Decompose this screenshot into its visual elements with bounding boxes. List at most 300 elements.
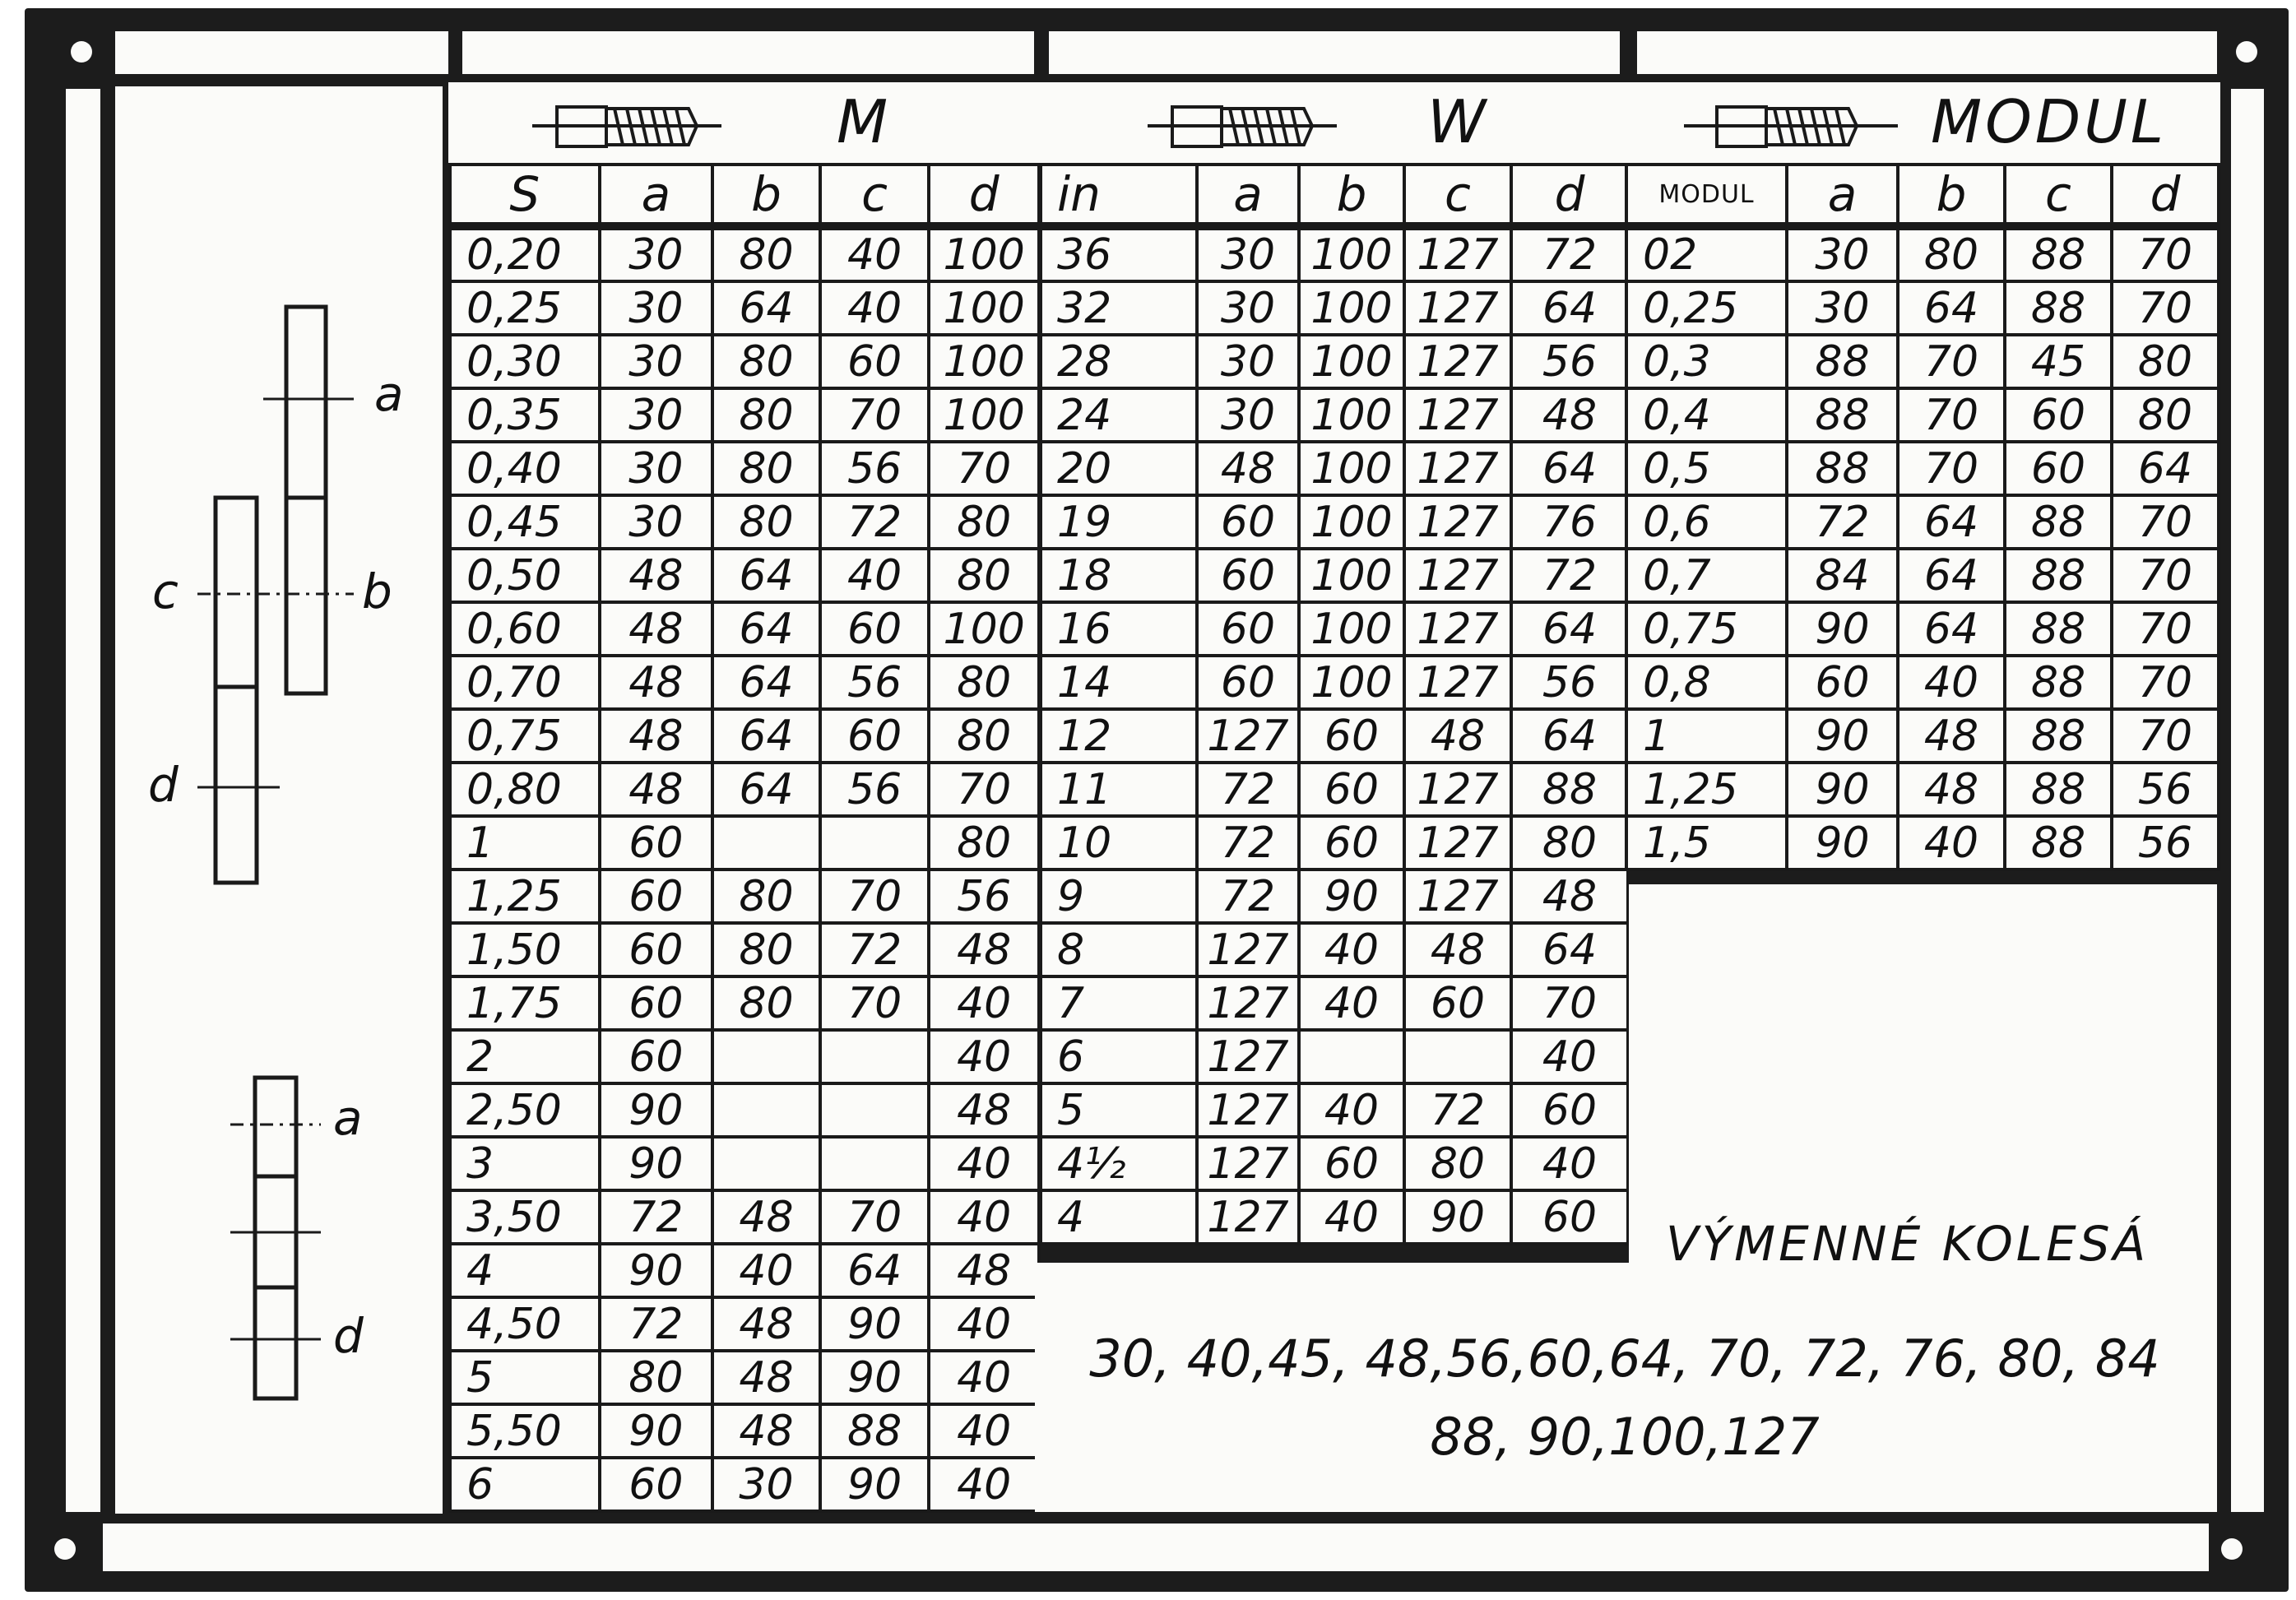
row-key-cell: 10 [1041, 816, 1197, 870]
header-d: d [2112, 165, 2219, 226]
row-key-cell: 0,8 [1626, 656, 1787, 709]
gear-cell: 40 [1299, 923, 1404, 976]
row-key-cell: 3 [450, 1137, 600, 1190]
header-d: d [1511, 165, 1628, 226]
table-row [1041, 763, 1628, 816]
gear-cell: 48 [600, 602, 713, 656]
gear-cell [820, 1083, 930, 1137]
gear-cell: 72 [1197, 816, 1299, 870]
gear-cell: 100 [1299, 549, 1404, 602]
table-row [1041, 656, 1628, 709]
gear-cell: 70 [2112, 656, 2219, 709]
row-key-cell: 19 [1041, 495, 1197, 549]
gear-cell: 60 [820, 602, 930, 656]
gear-cell [1404, 1030, 1511, 1083]
gear-cell: 72 [600, 1297, 713, 1351]
gear-cell: 100 [1299, 495, 1404, 549]
gear-cell: 30 [600, 442, 713, 495]
bottom-strip [103, 1523, 2209, 1571]
gear-cell: 40 [1898, 656, 2005, 709]
gear-cell: 30 [600, 226, 713, 281]
diagram-label-c: c [152, 563, 179, 619]
gear-cell: 64 [712, 602, 820, 656]
gear-cell: 72 [1197, 870, 1299, 923]
gear-cell: 80 [1898, 226, 2005, 281]
table-row [1041, 1030, 1628, 1083]
gear-cell: 80 [1511, 816, 1628, 870]
gear-cell: 40 [929, 1458, 1039, 1511]
table-row [450, 870, 1039, 923]
gear-cell: 30 [600, 388, 713, 442]
metric-table-title-cell [450, 82, 1039, 165]
gear-cell: 100 [1299, 281, 1404, 335]
gear-cell: 60 [1404, 976, 1511, 1030]
gear-cell: 70 [2112, 602, 2219, 656]
gear-cell: 72 [600, 1190, 713, 1244]
header-a: a [600, 165, 713, 226]
table-row [450, 1083, 1039, 1137]
screw-thread-icon [532, 97, 721, 155]
table-row [1041, 1083, 1628, 1137]
row-key-cell: 0,25 [1626, 281, 1787, 335]
gear-cell: 90 [1787, 763, 1898, 816]
table-row [1041, 549, 1628, 602]
gear-cell: 48 [712, 1404, 820, 1458]
change-gears-list-line1: 30, 40,45, 48,56,60,64, 70, 72, 76, 80, 84 [1089, 1329, 2160, 1389]
gear-cell: 90 [1299, 870, 1404, 923]
gear-cell: 127 [1404, 656, 1511, 709]
gear-cell: 40 [1511, 1137, 1628, 1190]
table-row [1626, 388, 2219, 442]
gear-cell: 127 [1197, 1083, 1299, 1137]
gear-cell: 72 [1787, 495, 1898, 549]
gear-cell: 64 [712, 656, 820, 709]
gear-cell: 80 [929, 495, 1039, 549]
row-key-cell: 9 [1041, 870, 1197, 923]
row-key-cell: 1 [450, 816, 600, 870]
gear-cell: 30 [600, 495, 713, 549]
gear-cell [712, 1083, 820, 1137]
gear-cell: 48 [1898, 709, 2005, 763]
gear-cell: 88 [2005, 281, 2112, 335]
gear-cell: 90 [1787, 816, 1898, 870]
row-key-cell: 16 [1041, 602, 1197, 656]
gear-cell: 60 [1511, 1190, 1628, 1244]
gear-cell: 48 [1404, 709, 1511, 763]
gear-cell: 56 [2112, 763, 2219, 816]
diagram-lower-label-a: a [333, 1090, 363, 1146]
gear-cell: 70 [1898, 335, 2005, 388]
gear-cell: 64 [1511, 602, 1628, 656]
row-key-cell: 0,40 [450, 442, 600, 495]
gear-cell: 70 [1511, 976, 1628, 1030]
gear-cell: 56 [820, 763, 930, 816]
gear-cell: 48 [929, 923, 1039, 976]
gear-cell: 70 [1898, 442, 2005, 495]
table-row [1041, 388, 1628, 442]
row-key-cell: 28 [1041, 335, 1197, 388]
gear-cell: 60 [2005, 388, 2112, 442]
whitworth-table-title-cell [1041, 82, 1628, 165]
row-key-cell: 36 [1041, 226, 1197, 281]
gear-cell: 127 [1197, 1137, 1299, 1190]
table-row [450, 1458, 1039, 1511]
gear-cell: 60 [1511, 1083, 1628, 1137]
header-modul: MODUL [1626, 165, 1787, 226]
row-key-cell: 5 [1041, 1083, 1197, 1137]
gear-cell: 90 [1404, 1190, 1511, 1244]
row-key-cell: 0,35 [450, 388, 600, 442]
row-key-cell: 11 [1041, 763, 1197, 816]
gear-cell: 88 [2005, 656, 2112, 709]
table-row [1626, 495, 2219, 549]
gear-cell: 100 [929, 602, 1039, 656]
gear-cell: 64 [1511, 442, 1628, 495]
diagram-label-d: d [148, 757, 179, 813]
table-row [1041, 816, 1628, 870]
gear-cell: 100 [1299, 335, 1404, 388]
gear-cell: 60 [1299, 1137, 1404, 1190]
module-table-title: MODUL [1931, 87, 2168, 156]
row-key-cell: 8 [1041, 923, 1197, 976]
gear-cell: 48 [600, 763, 713, 816]
row-key-cell: 0,25 [450, 281, 600, 335]
gear-cell: 48 [600, 656, 713, 709]
gear-cell: 48 [1511, 870, 1628, 923]
row-key-cell: 1,25 [1626, 763, 1787, 816]
row-key-cell: 0,70 [450, 656, 600, 709]
row-key-cell: 02 [1626, 226, 1787, 281]
gear-cell: 100 [1299, 442, 1404, 495]
header-c: c [1404, 165, 1511, 226]
gear-cell: 48 [1197, 442, 1299, 495]
gear-cell: 90 [820, 1458, 930, 1511]
gear-cell: 60 [1787, 656, 1898, 709]
row-key-cell: 0,45 [450, 495, 600, 549]
header-c: c [820, 165, 930, 226]
mount-hole-bottom-left [54, 1538, 76, 1560]
row-key-cell: 2,50 [450, 1083, 600, 1137]
gear-cell: 40 [929, 1351, 1039, 1404]
gear-cell: 60 [1197, 602, 1299, 656]
table-row [450, 1297, 1039, 1351]
gear-cell: 45 [2005, 335, 2112, 388]
row-key-cell: 12 [1041, 709, 1197, 763]
gear-cell: 70 [820, 1190, 930, 1244]
gear-cell: 127 [1404, 763, 1511, 816]
gear-cell: 80 [712, 495, 820, 549]
table-row [450, 976, 1039, 1030]
table-row [450, 1030, 1039, 1083]
table-row [450, 816, 1039, 870]
gear-cell: 48 [600, 549, 713, 602]
table-row [1626, 442, 2219, 495]
gear-cell: 90 [600, 1083, 713, 1137]
gear-cell: 127 [1404, 495, 1511, 549]
table-row [450, 281, 1039, 335]
gear-cell: 70 [1898, 388, 2005, 442]
module-thread-table [1625, 82, 2220, 871]
gear-cell: 127 [1197, 1030, 1299, 1083]
gear-cell: 80 [712, 870, 820, 923]
gear-cell: 30 [1197, 388, 1299, 442]
diagram-lower-label-d: d [333, 1308, 364, 1364]
row-key-cell: 1 [1626, 709, 1787, 763]
table-row [450, 1190, 1039, 1244]
gear-cell: 80 [712, 335, 820, 388]
gear-train-diagram-lower [115, 1053, 444, 1415]
gear-cell: 70 [929, 442, 1039, 495]
gear-cell: 60 [600, 923, 713, 976]
row-key-cell: 24 [1041, 388, 1197, 442]
gear-cell: 60 [1299, 709, 1404, 763]
gear-cell: 64 [712, 549, 820, 602]
row-key-cell: 0,75 [450, 709, 600, 763]
table-row [1626, 763, 2219, 816]
gear-cell: 48 [929, 1244, 1039, 1297]
gear-cell [712, 1030, 820, 1083]
gear-cell: 64 [1898, 602, 2005, 656]
gear-cell: 127 [1197, 923, 1299, 976]
row-key-cell: 0,30 [450, 335, 600, 388]
gear-cell: 60 [1299, 763, 1404, 816]
row-key-cell: 0,3 [1626, 335, 1787, 388]
gear-cell: 48 [1511, 388, 1628, 442]
row-key-cell: 2 [450, 1030, 600, 1083]
gear-cell: 64 [712, 709, 820, 763]
gear-cell: 90 [1787, 709, 1898, 763]
gear-cell: 80 [712, 226, 820, 281]
gear-cell: 80 [2112, 388, 2219, 442]
gear-cell: 80 [712, 442, 820, 495]
gear-cell [712, 1137, 820, 1190]
gear-cell: 90 [600, 1244, 713, 1297]
table-row [1626, 335, 2219, 388]
table-row [450, 1404, 1039, 1458]
gear-cell: 40 [929, 1190, 1039, 1244]
table-row [450, 923, 1039, 976]
gear-cell: 80 [929, 656, 1039, 709]
gear-cell: 80 [712, 976, 820, 1030]
gear-cell: 100 [1299, 226, 1404, 281]
row-key-cell: 4 [450, 1244, 600, 1297]
header-a: a [1197, 165, 1299, 226]
table-row [1626, 549, 2219, 602]
gear-cell: 72 [1197, 763, 1299, 816]
gear-cell: 100 [1299, 602, 1404, 656]
gear-cell: 72 [1511, 226, 1628, 281]
gear-cell: 40 [1299, 1083, 1404, 1137]
gear-cell [1299, 1030, 1404, 1083]
row-key-cell: 0,5 [1626, 442, 1787, 495]
table-row [1041, 923, 1628, 976]
header-b: b [1299, 165, 1404, 226]
gear-cell: 127 [1404, 226, 1511, 281]
gear-cell: 127 [1404, 602, 1511, 656]
table-row [1041, 226, 1628, 281]
row-key-cell: 1,75 [450, 976, 600, 1030]
gear-cell: 40 [1299, 976, 1404, 1030]
gear-cell: 64 [1511, 281, 1628, 335]
notes-panel [1629, 884, 2217, 1267]
gear-cell: 90 [600, 1137, 713, 1190]
gear-cell: 70 [2112, 495, 2219, 549]
gear-cell: 48 [1898, 763, 2005, 816]
gear-cell: 56 [929, 870, 1039, 923]
gear-cell: 48 [712, 1190, 820, 1244]
table-row [1041, 1190, 1628, 1244]
gear-cell: 64 [1898, 549, 2005, 602]
gear-cell: 60 [1197, 656, 1299, 709]
gear-cell: 60 [2005, 442, 2112, 495]
gear-cell: 76 [1511, 495, 1628, 549]
table-row [1041, 870, 1628, 923]
change-gears-list-line2: 88, 90,100,127 [1430, 1407, 1820, 1467]
whitworth-table-title: W [1427, 87, 1487, 156]
gear-cell: 48 [1404, 923, 1511, 976]
table-row [450, 1137, 1039, 1190]
gear-cell: 30 [1197, 335, 1299, 388]
gear-cell: 88 [1511, 763, 1628, 816]
gear-cell: 64 [2112, 442, 2219, 495]
gear-cell: 30 [1197, 281, 1299, 335]
row-key-cell: 1,5 [1626, 816, 1787, 870]
table-row [1041, 335, 1628, 388]
gear-cell: 30 [600, 335, 713, 388]
header-b: b [1898, 165, 2005, 226]
row-key-cell: 14 [1041, 656, 1197, 709]
table-row [450, 602, 1039, 656]
table-row [450, 335, 1039, 388]
screw-thread-icon [1148, 97, 1337, 155]
row-key-cell: 6 [1041, 1030, 1197, 1083]
gear-cell: 80 [929, 549, 1039, 602]
gear-cell: 80 [712, 388, 820, 442]
gear-cell: 90 [600, 1404, 713, 1458]
table-row [1041, 976, 1628, 1030]
gear-cell: 64 [1511, 923, 1628, 976]
gear-cell: 30 [1787, 281, 1898, 335]
table-row [1626, 226, 2219, 281]
gear-cell: 60 [1197, 495, 1299, 549]
gear-cell: 64 [712, 281, 820, 335]
table-row [1041, 709, 1628, 763]
gear-cell: 90 [820, 1297, 930, 1351]
gear-cell: 60 [820, 335, 930, 388]
gear-cell: 72 [820, 495, 930, 549]
gear-cell: 30 [1197, 226, 1299, 281]
gear-cell: 48 [929, 1083, 1039, 1137]
right-margin-strip [2231, 89, 2264, 1512]
gear-cell: 127 [1404, 335, 1511, 388]
row-key-cell: 0,6 [1626, 495, 1787, 549]
mount-hole-bottom-right [2221, 1538, 2243, 1560]
gear-cell: 40 [1511, 1030, 1628, 1083]
gear-cell: 100 [1299, 388, 1404, 442]
gear-cell: 80 [2112, 335, 2219, 388]
gear-cell: 88 [2005, 549, 2112, 602]
row-key-cell: 0,75 [1626, 602, 1787, 656]
gear-cell: 127 [1404, 816, 1511, 870]
gear-cell: 60 [1299, 816, 1404, 870]
gear-cell: 48 [712, 1297, 820, 1351]
table-row [1041, 281, 1628, 335]
gear-cell: 80 [600, 1351, 713, 1404]
gear-cell: 88 [2005, 602, 2112, 656]
gear-cell: 40 [1898, 816, 2005, 870]
row-key-cell: 0,80 [450, 763, 600, 816]
gear-cell: 70 [2112, 226, 2219, 281]
gear-cell: 88 [2005, 226, 2112, 281]
table-row [450, 709, 1039, 763]
gear-cell: 127 [1404, 281, 1511, 335]
row-key-cell: 1,50 [450, 923, 600, 976]
gear-cell: 56 [2112, 816, 2219, 870]
gear-cell: 40 [929, 976, 1039, 1030]
gear-cell: 88 [820, 1404, 930, 1458]
table-row [1626, 656, 2219, 709]
gear-cell: 127 [1404, 870, 1511, 923]
gear-cell: 72 [1511, 549, 1628, 602]
table-row [450, 495, 1039, 549]
gear-cell: 88 [2005, 763, 2112, 816]
gear-cell: 100 [929, 335, 1039, 388]
table-row [1041, 495, 1628, 549]
change-gears-title: VÝMENNÉ KOLESÁ [1666, 1216, 2150, 1272]
gear-cell: 30 [712, 1458, 820, 1511]
gear-cell: 64 [1511, 709, 1628, 763]
gear-cell: 70 [929, 763, 1039, 816]
row-key-cell: 0,60 [450, 602, 600, 656]
gear-cell: 80 [929, 816, 1039, 870]
table-row [450, 442, 1039, 495]
gear-cell: 88 [2005, 709, 2112, 763]
table-row [450, 763, 1039, 816]
gear-cell: 40 [820, 549, 930, 602]
metric-thread-table [448, 82, 1041, 1513]
gear-cell: 88 [1787, 442, 1898, 495]
gear-cell: 40 [929, 1137, 1039, 1190]
gear-cell: 30 [1787, 226, 1898, 281]
gear-cell: 48 [712, 1351, 820, 1404]
gear-cell: 30 [600, 281, 713, 335]
gear-cell [820, 816, 930, 870]
gear-cell: 56 [1511, 335, 1628, 388]
gear-cell: 88 [2005, 495, 2112, 549]
table-row [450, 1244, 1039, 1297]
row-key-cell: 4 [1041, 1190, 1197, 1244]
header-in: in [1041, 165, 1197, 226]
gear-cell: 60 [820, 709, 930, 763]
top-strip-left [115, 31, 448, 74]
gear-cell: 70 [2112, 709, 2219, 763]
gear-cell: 60 [600, 1030, 713, 1083]
gear-cell: 70 [820, 870, 930, 923]
mount-hole-top-left [71, 41, 92, 63]
row-key-cell: 5 [450, 1351, 600, 1404]
header-a: a [1787, 165, 1898, 226]
gear-cell: 40 [820, 281, 930, 335]
gear-cell: 127 [1197, 976, 1299, 1030]
gear-cell: 80 [929, 709, 1039, 763]
whitworth-thread-table [1039, 82, 1630, 1245]
gear-cell: 90 [1787, 602, 1898, 656]
gear-cell: 64 [820, 1244, 930, 1297]
gear-cell: 64 [712, 763, 820, 816]
table-row [1041, 1137, 1628, 1190]
table-row [1626, 602, 2219, 656]
gear-cell: 40 [1299, 1190, 1404, 1244]
